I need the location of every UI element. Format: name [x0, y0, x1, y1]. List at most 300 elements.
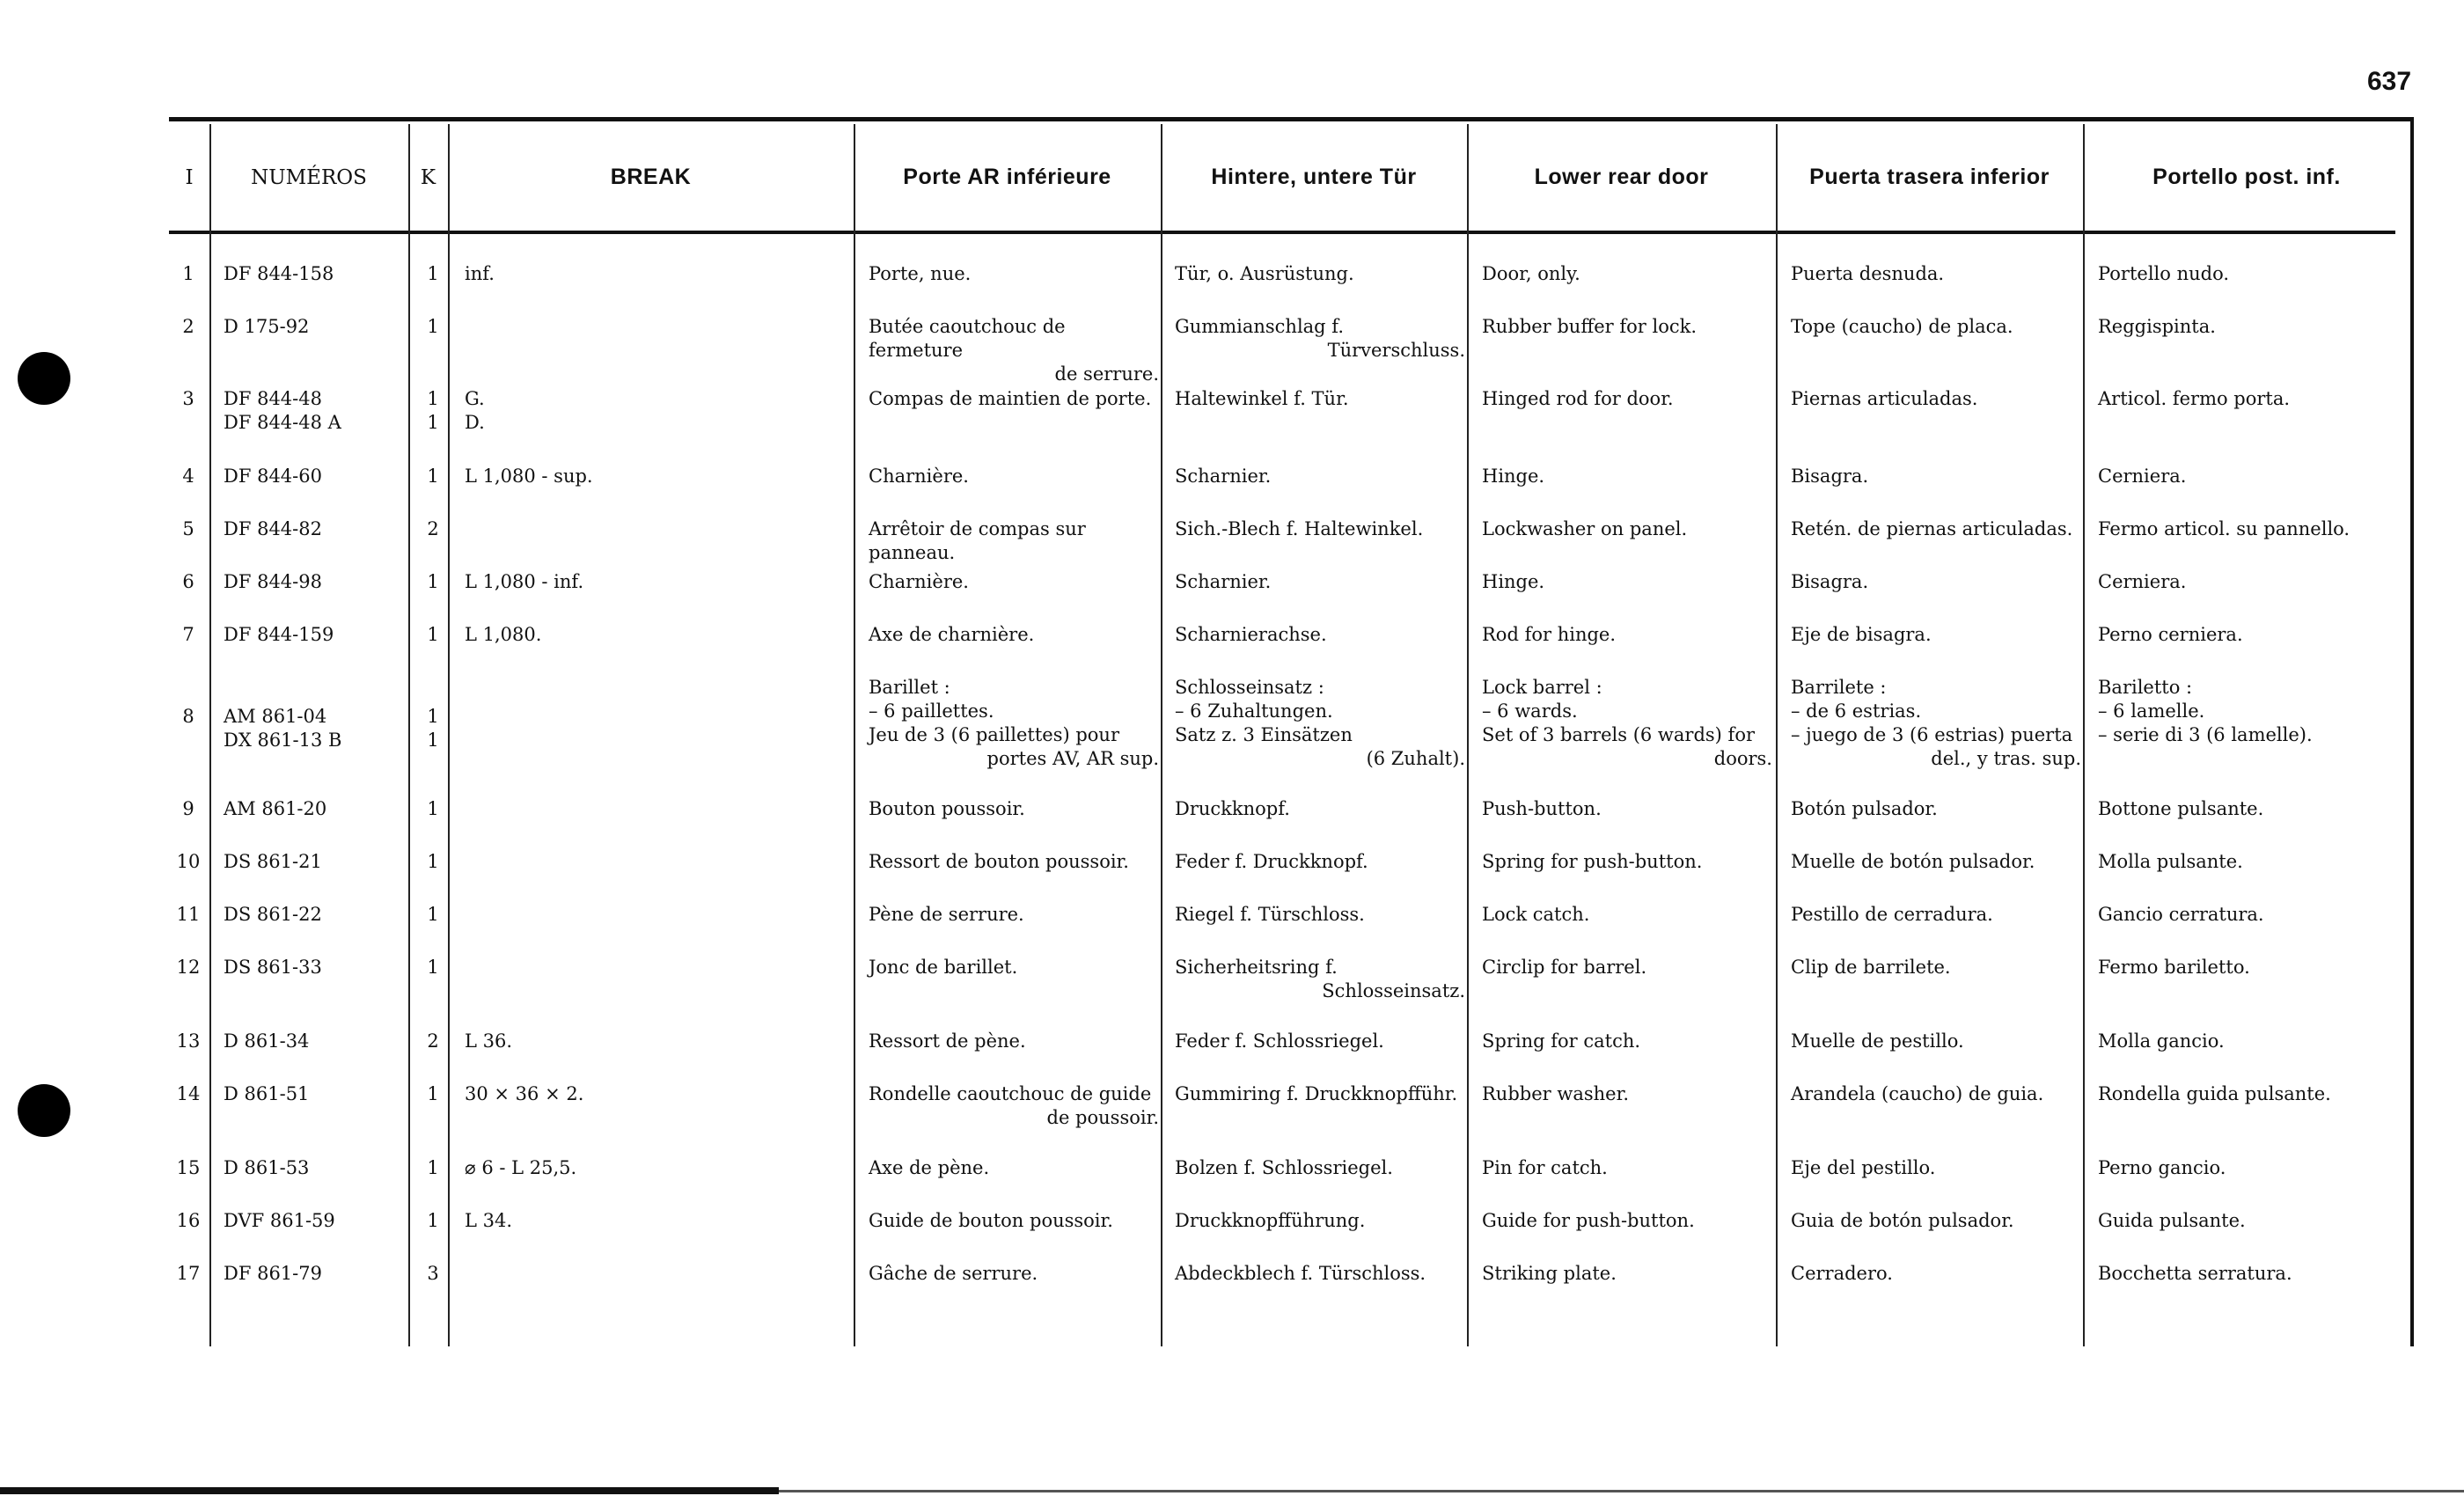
column-divider	[1776, 124, 1778, 1346]
desc-german-line: Feder f. Schlossriegel.	[1175, 1030, 1384, 1052]
row-index-text: 3	[182, 388, 194, 409]
row-index-text: 2	[182, 316, 194, 337]
desc-spanish-line: Barrilete :	[1791, 677, 1887, 698]
parts-table	[169, 117, 2413, 1346]
desc-spanish	[1791, 623, 2081, 647]
desc-italian-line: Fermo bariletto.	[2098, 957, 2250, 978]
desc-italian	[2098, 465, 2388, 488]
desc-english	[1482, 956, 1772, 979]
row-index-text: 15	[176, 1157, 201, 1178]
part-number	[224, 517, 400, 541]
quantity-line: 1	[427, 904, 439, 925]
desc-german-line: Scharnier.	[1175, 571, 1272, 592]
row-index-text: 6	[182, 571, 194, 592]
desc-french	[869, 315, 1159, 386]
desc-italian-line: Molla pulsante.	[2098, 851, 2243, 872]
desc-italian-line: Bocchetta serratura.	[2098, 1263, 2292, 1284]
row-index-text: 9	[182, 798, 194, 819]
break-note-line: L 1,080 - sup.	[465, 466, 593, 487]
part-number	[224, 797, 400, 821]
quantity-line: 1	[427, 571, 439, 592]
desc-french	[869, 1030, 1159, 1053]
desc-english	[1482, 262, 1772, 286]
desc-german-line: Tür, o. Ausrüstung.	[1175, 263, 1354, 284]
part-number-line: D 861-51	[224, 1083, 310, 1104]
desc-german-line: Abdeckblech f. Türschloss.	[1175, 1263, 1426, 1284]
desc-italian-line: Guida pulsante.	[2098, 1210, 2246, 1231]
desc-english	[1482, 903, 1772, 927]
quantity	[420, 570, 446, 594]
header-rule	[169, 231, 2395, 234]
part-number-line: AM 861-20	[224, 798, 327, 819]
desc-german-line: Satz z. 3 Einsätzen	[1175, 724, 1353, 745]
desc-english	[1482, 570, 1772, 594]
part-number	[224, 956, 400, 979]
row-index	[169, 465, 208, 488]
row-index	[169, 705, 208, 729]
desc-spanish	[1791, 850, 2081, 874]
desc-italian	[2098, 315, 2388, 339]
part-number-line: DF 844-98	[224, 571, 322, 592]
desc-french-line: Barillet :	[869, 677, 950, 698]
quantity	[420, 517, 446, 541]
quantity-line: 1	[427, 466, 439, 487]
desc-spanish	[1791, 797, 2081, 821]
part-number	[224, 465, 400, 488]
row-index	[169, 956, 208, 979]
desc-italian-line: Perno cerniera.	[2098, 624, 2243, 645]
quantity-line: 1	[427, 798, 439, 819]
quantity	[420, 850, 446, 874]
desc-german	[1175, 1209, 1465, 1233]
desc-german-line: Haltewinkel f. Tür.	[1175, 388, 1349, 409]
desc-french	[869, 262, 1159, 286]
desc-spanish-line: Botón pulsador.	[1791, 798, 1938, 819]
header-german: Hintere, untere Tür	[1211, 165, 1417, 189]
row-index-text: 1	[182, 263, 194, 284]
part-number-line: D 861-34	[224, 1030, 310, 1052]
desc-english-line: Push-button.	[1482, 798, 1602, 819]
break-note	[465, 570, 834, 594]
part-number	[224, 623, 400, 647]
desc-german	[1175, 465, 1465, 488]
desc-german	[1175, 850, 1465, 874]
desc-italian-line: Gancio cerratura.	[2098, 904, 2264, 925]
part-number	[224, 570, 400, 594]
header-k: K	[420, 165, 436, 189]
desc-spanish-line: Cerradero.	[1791, 1263, 1893, 1284]
break-note-line: L 1,080 - inf.	[465, 571, 584, 592]
page-number: 637	[2367, 67, 2412, 96]
desc-french	[869, 1209, 1159, 1233]
desc-italian	[2098, 623, 2388, 647]
desc-german	[1175, 676, 1465, 771]
column-divider	[854, 124, 855, 1346]
row-index-text: 16	[176, 1210, 201, 1231]
desc-french-line: Ressort de bouton poussoir.	[869, 851, 1129, 872]
desc-spanish	[1791, 1262, 2081, 1286]
desc-spanish	[1791, 903, 2081, 927]
desc-spanish	[1791, 1082, 2081, 1106]
quantity	[420, 315, 446, 339]
desc-french-line: portes AV, AR sup.	[986, 748, 1159, 769]
desc-english-line: Rubber washer.	[1482, 1083, 1629, 1104]
desc-french-line: Axe de pène.	[869, 1157, 990, 1178]
desc-spanish	[1791, 387, 2081, 411]
break-note	[465, 387, 834, 435]
desc-spanish-line: – de 6 estrias.	[1791, 700, 1922, 722]
desc-spanish	[1791, 570, 2081, 594]
quantity-line: 1	[427, 1157, 439, 1178]
desc-english	[1482, 1156, 1772, 1180]
desc-french-line: Ressort de pène.	[869, 1030, 1026, 1052]
desc-spanish-line: Tope (caucho) de placa.	[1791, 316, 2013, 337]
row-index	[169, 262, 208, 286]
desc-german	[1175, 797, 1465, 821]
desc-spanish-line: Eje del pestillo.	[1791, 1157, 1936, 1178]
row-index-text: 7	[182, 624, 194, 645]
desc-english	[1482, 623, 1772, 647]
quantity-line: 1	[427, 706, 439, 727]
desc-italian-line: Rondella guida pulsante.	[2098, 1083, 2331, 1104]
quantity	[420, 1030, 446, 1053]
desc-english-line: Lockwasher on panel.	[1482, 518, 1688, 539]
break-note-line: L 36.	[465, 1030, 513, 1052]
row-index-text: 17	[176, 1263, 201, 1284]
desc-spanish-line: Muelle de botón pulsador.	[1791, 851, 2035, 872]
column-divider	[209, 124, 211, 1346]
desc-italian-line: Perno gancio.	[2098, 1157, 2226, 1178]
part-number-line: DVF 861-59	[224, 1210, 335, 1231]
break-note	[465, 623, 834, 647]
desc-german	[1175, 315, 1465, 363]
desc-french-line: Axe de charnière.	[869, 624, 1035, 645]
desc-english	[1482, 1209, 1772, 1233]
row-index-text: 8	[182, 706, 194, 727]
quantity	[420, 1082, 446, 1106]
quantity-line: 1	[427, 1210, 439, 1231]
row-index-text: 4	[182, 466, 194, 487]
quantity-line: 1	[427, 730, 439, 751]
desc-german	[1175, 517, 1465, 541]
part-number	[224, 315, 400, 339]
desc-french-line: Jeu de 3 (6 paillettes) pour	[869, 724, 1119, 745]
desc-english-line: Hinged rod for door.	[1482, 388, 1674, 409]
desc-german-line: Scharnierachse.	[1175, 624, 1327, 645]
row-index	[169, 903, 208, 927]
part-number	[224, 1209, 400, 1233]
desc-english-line: Hinge.	[1482, 466, 1545, 487]
desc-english	[1482, 676, 1772, 771]
row-index	[169, 850, 208, 874]
quantity	[420, 465, 446, 488]
part-number	[224, 850, 400, 874]
desc-spanish-line: Muelle de pestillo.	[1791, 1030, 1964, 1052]
desc-italian-line: Cerniera.	[2098, 466, 2187, 487]
column-divider	[448, 124, 450, 1346]
desc-english-line: Circlip for barrel.	[1482, 957, 1647, 978]
desc-spanish-line: – juego de 3 (6 estrias) puerta	[1791, 724, 2073, 745]
desc-german	[1175, 1030, 1465, 1053]
break-note-line: ⌀ 6 - L 25,5.	[465, 1157, 577, 1178]
header-spanish: Puerta trasera inferior	[1809, 165, 2050, 189]
desc-spanish	[1791, 262, 2081, 286]
break-note-line: 30 × 36 × 2.	[465, 1083, 584, 1104]
quantity-line: 1	[427, 1083, 439, 1104]
desc-german-line: Gummiring f. Druckknopfführ.	[1175, 1083, 1458, 1104]
desc-english	[1482, 387, 1772, 411]
desc-french-line: Rondelle caoutchouc de guide	[869, 1083, 1152, 1104]
desc-italian-line: – serie di 3 (6 lamelle).	[2098, 724, 2313, 745]
part-number-line: DS 861-21	[224, 851, 322, 872]
desc-german	[1175, 623, 1465, 647]
desc-french	[869, 1262, 1159, 1286]
desc-french	[869, 517, 1159, 565]
desc-italian	[2098, 570, 2388, 594]
quantity	[420, 1156, 446, 1180]
desc-english-line: Rubber buffer for lock.	[1482, 316, 1698, 337]
part-number	[224, 1082, 400, 1106]
quantity-line: 1	[427, 957, 439, 978]
row-index	[169, 1262, 208, 1286]
desc-spanish	[1791, 315, 2081, 339]
column-divider	[408, 124, 410, 1346]
part-number-line: AM 861-04	[224, 706, 327, 727]
column-divider	[1467, 124, 1469, 1346]
desc-spanish	[1791, 676, 2081, 771]
desc-italian-line: Cerniera.	[2098, 571, 2187, 592]
desc-spanish-line: Bisagra.	[1791, 466, 1869, 487]
desc-german	[1175, 1156, 1465, 1180]
desc-english-line: Lock catch.	[1482, 904, 1590, 925]
desc-italian	[2098, 517, 2388, 541]
part-number	[224, 1030, 400, 1053]
quantity	[420, 1209, 446, 1233]
desc-english-line: Door, only.	[1482, 263, 1580, 284]
desc-german	[1175, 1262, 1465, 1286]
quantity-line: 3	[427, 1263, 439, 1284]
part-number-line: DF 844-48	[224, 388, 322, 409]
part-number-line: DF 844-48 A	[224, 412, 341, 433]
desc-italian	[2098, 850, 2388, 874]
quantity-line: 1	[427, 316, 439, 337]
part-number-line: DX 861-13 B	[224, 730, 342, 751]
desc-italian	[2098, 262, 2388, 286]
break-note-line: L 34.	[465, 1210, 513, 1231]
desc-french-line: Pène de serrure.	[869, 904, 1024, 925]
row-index	[169, 797, 208, 821]
desc-french-line: Arrêtoir de compas sur panneau.	[869, 518, 1086, 563]
desc-french-line: Jonc de barillet.	[869, 957, 1018, 978]
desc-english-line: doors.	[1713, 748, 1772, 769]
part-number-line: DS 861-22	[224, 904, 322, 925]
desc-english-line: Rod for hinge.	[1482, 624, 1617, 645]
break-note	[465, 1209, 834, 1233]
quantity	[420, 903, 446, 927]
part-number-line: DF 861-79	[224, 1263, 322, 1284]
desc-english	[1482, 315, 1772, 339]
desc-italian	[2098, 676, 2388, 747]
column-divider	[1161, 124, 1162, 1346]
desc-spanish-line: Puerta desnuda.	[1791, 263, 1945, 284]
desc-italian	[2098, 1262, 2388, 1286]
break-note-line: D.	[465, 412, 485, 433]
desc-french	[869, 850, 1159, 874]
desc-italian	[2098, 1156, 2388, 1180]
desc-spanish-line: Eje de bisagra.	[1791, 624, 1932, 645]
break-note-line: inf.	[465, 263, 495, 284]
desc-spanish	[1791, 956, 2081, 979]
desc-german-line: Türverschluss.	[1327, 340, 1465, 361]
quantity	[420, 956, 446, 979]
desc-english	[1482, 1082, 1772, 1106]
quantity	[420, 387, 446, 435]
desc-german-line: Schlosseinsatz.	[1322, 980, 1465, 1001]
desc-english	[1482, 465, 1772, 488]
desc-french-line: de serrure.	[1054, 363, 1159, 385]
desc-italian-line: Reggispinta.	[2098, 316, 2216, 337]
desc-spanish-line: Retén. de piernas articuladas.	[1791, 518, 2073, 539]
header-break: BREAK	[610, 165, 692, 189]
desc-german	[1175, 1082, 1465, 1106]
quantity	[420, 262, 446, 286]
desc-english-line: Lock barrel :	[1482, 677, 1602, 698]
desc-english-line: Guide for push-button.	[1482, 1210, 1695, 1231]
header-french: Porte AR inférieure	[903, 165, 1111, 189]
desc-english	[1482, 1030, 1772, 1053]
desc-french	[869, 903, 1159, 927]
table-top-rule	[169, 117, 2413, 121]
desc-german-line: Sich.-Blech f. Haltewinkel.	[1175, 518, 1424, 539]
quantity	[420, 797, 446, 821]
desc-english	[1482, 850, 1772, 874]
desc-french	[869, 676, 1159, 771]
bottom-rule	[0, 1487, 779, 1494]
desc-spanish	[1791, 1209, 2081, 1233]
column-divider	[2083, 124, 2085, 1346]
bottom-rule-thin	[779, 1490, 2464, 1492]
part-number-line: D 175-92	[224, 316, 310, 337]
desc-french-line: Bouton poussoir.	[869, 798, 1025, 819]
row-index-text: 10	[176, 851, 201, 872]
desc-italian-line: Articol. fermo porta.	[2098, 388, 2291, 409]
quantity	[420, 705, 446, 752]
quantity-line: 1	[427, 388, 439, 409]
row-index	[169, 1030, 208, 1053]
row-index-text: 13	[176, 1030, 201, 1052]
desc-french-line: Compas de maintien de porte.	[869, 388, 1152, 409]
desc-spanish-line: del., y tras. sup.	[1931, 748, 2081, 769]
desc-spanish	[1791, 1156, 2081, 1180]
desc-spanish	[1791, 465, 2081, 488]
desc-english	[1482, 797, 1772, 821]
desc-french-line: Gâche de serrure.	[869, 1263, 1038, 1284]
part-number-line: DS 861-33	[224, 957, 322, 978]
row-index	[169, 1156, 208, 1180]
row-index	[169, 1082, 208, 1106]
row-index-text: 12	[176, 957, 201, 978]
desc-italian-line: – 6 lamelle.	[2098, 700, 2205, 722]
desc-german	[1175, 956, 1465, 1003]
desc-french	[869, 465, 1159, 488]
quantity	[420, 623, 446, 647]
part-number	[224, 1156, 400, 1180]
desc-english-line: Pin for catch.	[1482, 1157, 1608, 1178]
quantity-line: 1	[427, 412, 439, 433]
break-note	[465, 1030, 834, 1053]
break-note-line: G.	[465, 388, 485, 409]
desc-italian-line: Portello nudo.	[2098, 263, 2230, 284]
part-number	[224, 1262, 400, 1286]
table-right-rule	[2410, 117, 2414, 1346]
break-note	[465, 465, 834, 488]
desc-italian	[2098, 1209, 2388, 1233]
desc-english-line: Set of 3 barrels (6 wards) for	[1482, 724, 1755, 745]
desc-french	[869, 956, 1159, 979]
desc-german-line: Riegel f. Türschloss.	[1175, 904, 1365, 925]
desc-french-line: de poussoir.	[1046, 1107, 1159, 1128]
desc-spanish-line: Arandela (caucho) de guia.	[1791, 1083, 2044, 1104]
part-number-line: DF 844-60	[224, 466, 322, 487]
desc-italian-line: Molla gancio.	[2098, 1030, 2225, 1052]
desc-german-line: Sicherheitsring f.	[1175, 957, 1338, 978]
desc-german-line: – 6 Zuhaltungen.	[1175, 700, 1333, 722]
break-note	[465, 262, 834, 286]
part-number-line: DF 844-158	[224, 263, 334, 284]
desc-italian-line: Bariletto :	[2098, 677, 2193, 698]
desc-italian	[2098, 903, 2388, 927]
desc-english	[1482, 1262, 1772, 1286]
desc-german	[1175, 262, 1465, 286]
part-number-line: DF 844-159	[224, 624, 334, 645]
desc-french	[869, 1156, 1159, 1180]
quantity-line: 1	[427, 624, 439, 645]
header-english: Lower rear door	[1534, 165, 1709, 189]
header-index: I	[185, 165, 194, 189]
quantity-line: 2	[427, 1030, 439, 1052]
desc-german-line: Schlosseinsatz :	[1175, 677, 1324, 698]
row-index	[169, 517, 208, 541]
desc-italian-line: Fermo articol. su pannello.	[2098, 518, 2350, 539]
desc-german-line: Druckknopf.	[1175, 798, 1290, 819]
part-number	[224, 705, 400, 752]
row-index	[169, 1209, 208, 1233]
quantity-line: 2	[427, 518, 439, 539]
desc-french	[869, 387, 1159, 411]
desc-english	[1482, 517, 1772, 541]
desc-italian	[2098, 1082, 2388, 1106]
desc-spanish	[1791, 517, 2081, 541]
desc-italian	[2098, 387, 2388, 411]
desc-spanish-line: Bisagra.	[1791, 571, 1869, 592]
desc-spanish	[1791, 1030, 2081, 1053]
desc-english-line: Hinge.	[1482, 571, 1545, 592]
row-index-text: 11	[176, 904, 201, 925]
part-number	[224, 387, 400, 435]
desc-french-line: Charnière.	[869, 571, 969, 592]
desc-french-line: Butée caoutchouc de fermeture	[869, 316, 1066, 361]
desc-german	[1175, 387, 1465, 411]
desc-english-line: Striking plate.	[1482, 1263, 1617, 1284]
binder-hole	[18, 1084, 70, 1137]
desc-english-line: Spring for catch.	[1482, 1030, 1641, 1052]
break-note-line: L 1,080.	[465, 624, 542, 645]
row-index	[169, 387, 208, 411]
part-number-line: D 861-53	[224, 1157, 310, 1178]
desc-german-line: Feder f. Druckknopf.	[1175, 851, 1368, 872]
desc-german-line: Druckknopfführung.	[1175, 1210, 1366, 1231]
break-note	[465, 1082, 834, 1106]
